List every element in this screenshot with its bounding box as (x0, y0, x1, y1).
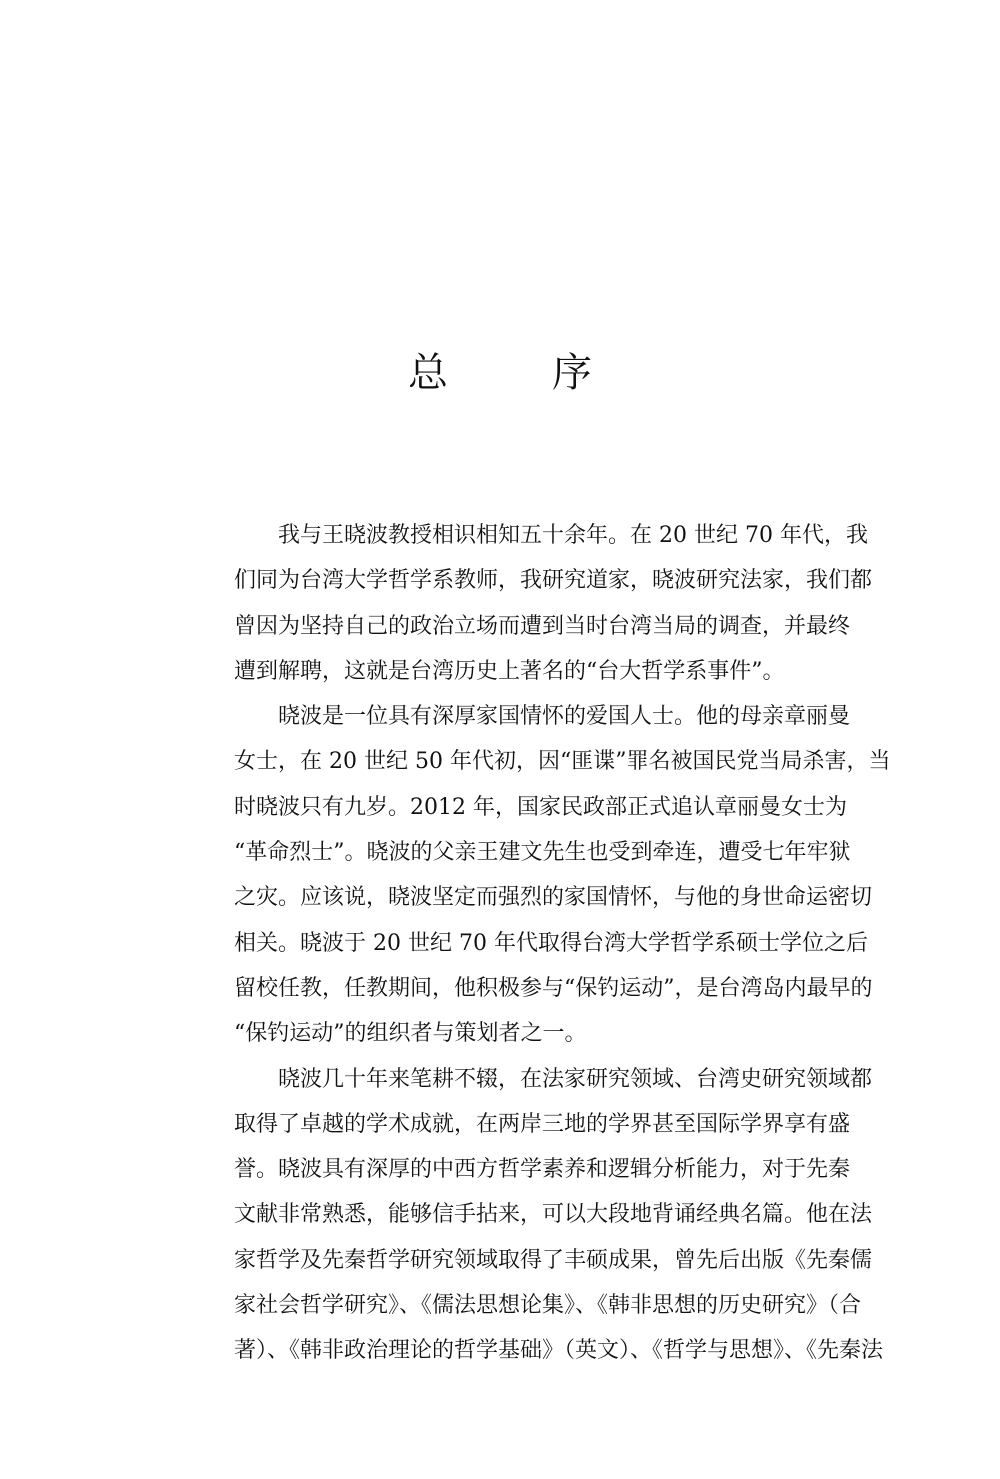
title-char-2: 序 (552, 350, 592, 396)
paragraph-line: 我与王晓波教授相识相知五十余年。在 20 世纪 70 年代，我 (278, 523, 868, 548)
paragraph-line: “革命烈士”。晓波的父亲王建文先生也受到牵连，遭受七年牢狱 (234, 840, 851, 866)
paragraph-line: 遭到解聘，这就是台湾历史上著名的“台大哲学系事件”。 (234, 658, 785, 684)
paragraph-2 (190, 694, 891, 1056)
paragraph-line: 们同为台湾大学哲学系教师，我研究道家，晓波研究法家，我们都 (234, 568, 873, 594)
paragraph-line: 女士，在 20 世纪 50 年代初，因“匪谍”罪名被国民党当局杀害，当 (234, 749, 891, 775)
preface-body (190, 513, 891, 1374)
paragraph-line: 家哲学及先秦哲学研究领域取得了丰硕成果，曾先后出版《先秦儒 (234, 1247, 873, 1273)
paragraph-line: 晓波是一位具有深厚家国情怀的爱国人士。他的母亲章丽曼 (278, 704, 851, 730)
paragraph-line: 取得了卓越的学术成就，在两岸三地的学界甚至国际学界享有盛 (234, 1111, 851, 1137)
paragraph-line: 相关。晓波于 20 世纪 70 年代取得台湾大学哲学系硕士学位之后 (234, 930, 868, 956)
paragraph-line: 晓波几十年来笔耕不辍，在法家研究领域、台湾史研究领域都 (278, 1066, 873, 1092)
paragraph-line: 誉。晓波具有深厚的中西方哲学素养和逻辑分析能力，对于先秦 (234, 1157, 851, 1183)
paragraph-line: 文献非常熟悉，能够信手拈来，可以大段地背诵经典名篇。他在法 (234, 1202, 873, 1228)
title-char-1: 总 (408, 350, 448, 396)
paragraph-3 (190, 1057, 884, 1374)
paragraph-line: 家社会哲学研究》、《儒法思想论集》、《韩非思想的历史研究》（合 (234, 1293, 862, 1319)
paragraph-line: 著）、《韩非政治理论的哲学基础》（英文）、《哲学与思想》、《先秦法 (234, 1338, 884, 1364)
paragraph-line: “保钓运动”的组织者与策划者之一。 (234, 1021, 587, 1047)
paragraph-line: 之灾。应该说，晓波坚定而强烈的家国情怀，与他的身世命运密切 (234, 885, 873, 911)
page-title (0, 345, 1000, 401)
paragraph-line: 时晓波只有九岁。2012 年，国家民政部正式追认章丽曼女士为 (234, 794, 847, 820)
paragraph-1 (190, 513, 873, 694)
paragraph-line: 曾因为坚持自己的政治立场而遭到当时台湾当局的调查，并最终 (234, 613, 851, 639)
paragraph-line: 留校任教，任教期间，他积极参与“保钓运动”，是台湾岛内最早的 (234, 975, 873, 1001)
